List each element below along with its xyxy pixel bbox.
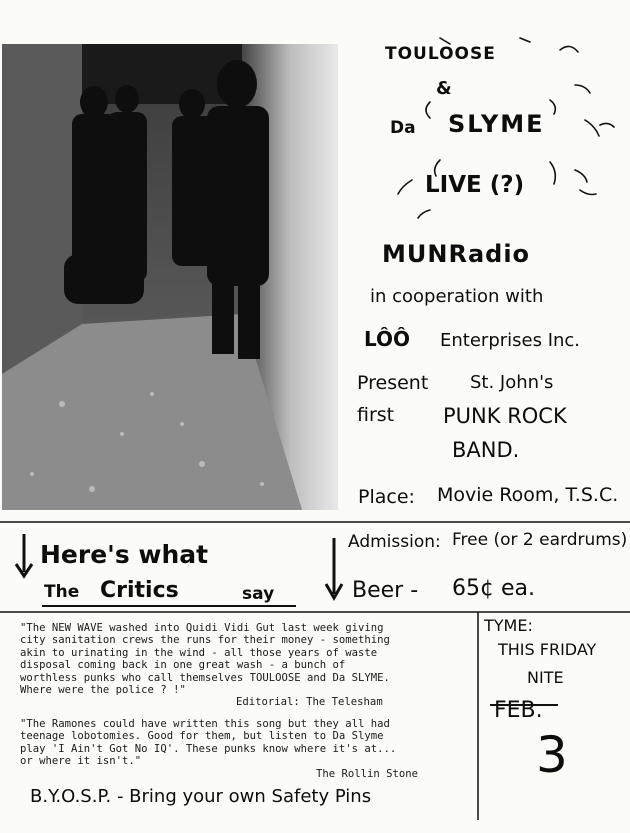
place-label: Place: <box>358 486 415 508</box>
present-text: Present <box>357 372 429 394</box>
time-label: TYME: <box>484 616 533 635</box>
band-name-ampersand: & <box>436 78 452 99</box>
critics-heading-say: say <box>242 584 275 604</box>
place-value: Movie Room, T.S.C. <box>437 484 619 506</box>
critics-heading-line1: Here's what <box>40 540 209 569</box>
quote-1-source: Editorial: The Telesham <box>236 696 383 708</box>
punk-rock-text: PUNK ROCK <box>443 404 567 428</box>
first-text: first <box>357 404 395 426</box>
critics-heading-the: The <box>44 582 80 602</box>
band-name-slyme: SLYME <box>448 110 545 138</box>
cooperation-text: in cooperation with <box>370 286 544 307</box>
time-day: 3 <box>536 726 568 784</box>
feb-strikethrough <box>488 702 560 708</box>
band-name-line1: TOULOOSE <box>385 44 496 64</box>
enterprises-text: Enterprises Inc. <box>440 330 581 351</box>
admission-label: Admission: <box>348 532 441 552</box>
time-nite: NITE <box>527 668 564 687</box>
munradio-logo: MUNRadio <box>382 240 531 268</box>
stjohns-text: St. John's <box>470 372 554 393</box>
band-text: BAND. <box>452 438 520 462</box>
beer-value: 65¢ ea. <box>452 576 535 601</box>
quote-1-text: "The NEW WAVE washed into Quidi Vidi Gut last week giving city sanitation crews the runs for their money - something akin to urinating in the wind - all those years of waste disposal coming back in one great wash - a bunch of worthless punks who call themselves TOULOOSE and Da SLYME. Where were the police ? !" <box>20 622 390 697</box>
band-name-da: Da <box>390 118 416 138</box>
quote-2-text: "The Ramones could have written this song but they all had teenage lobotomies. Good for them, but listen to Da Slyme play 'I Ain't Got No IQ'. These punks know where it's at... or where it isn't." <box>20 718 397 768</box>
live-label: LIVE (?) <box>425 172 525 198</box>
quote-2-source: The Rollin Stone <box>316 768 419 780</box>
time-month: FEB. <box>494 698 543 723</box>
beer-label: Beer - <box>352 578 419 603</box>
time-this-friday: THIS FRIDAY <box>498 640 597 659</box>
admission-value: Free (or 2 eardrums) <box>452 530 628 550</box>
critics-heading-critics: Critics <box>100 578 179 603</box>
loo-logo: LÔÔ <box>364 327 411 351</box>
footer-byosp: B.Y.O.S.P. - Bring your own Safety Pins <box>30 786 372 807</box>
